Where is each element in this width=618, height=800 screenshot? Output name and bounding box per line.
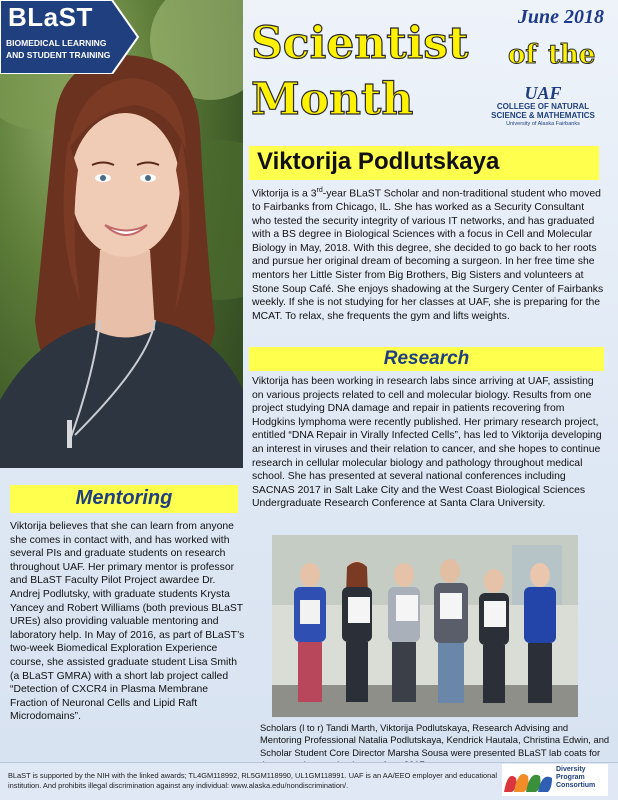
mentoring-paragraph: Viktorija believes that she can learn from anyone she comes in contact with, and has worked with several PIs and graduate students on research throughout UAF. Her primary mentor is professor and BLaST Faculty Pilot Project awardee Dr. Andrej Podlutsky, with graduate students Krysta Yancey and Robert Williams (both previous BLaST UREs) also providing valuable mentoring and laboratory help. In May of 2016, as part of BLaST’s two-week Biomedical Exploration Experience course, she assisted graduate student Lisa Smith (a BLaST GMRA) with a short lab project called “Detection of CXCR4 in Plasma Membrane Fraction of Neuronal Cells and Lipid Raft Microdomains”. [10, 521, 245, 723]
scholar-name: Viktorija Podlutskaya [257, 148, 500, 175]
logo-line-2: AND STUDENT TRAINING [6, 50, 111, 60]
dpc-logo [502, 764, 608, 796]
logo-title: BLaST [8, 2, 93, 32]
footer-disclaimer: BLaST is supported by the NIH with the linked awards; TL4GM118992, RL5GM118990, UL1GM118991. UAF is an AA/EEO employer and educational institution. And prohibits illegal discrimination against any individual: www.alaska.edu/nondiscrimination/. [8, 771, 498, 790]
dpc-logo-mark [502, 764, 554, 796]
mentoring-heading-banner [10, 485, 238, 513]
uaf-college-line-2: SCIENCE & MATHEMATICS [491, 111, 595, 120]
group-photo-illustration [272, 535, 578, 717]
uaf-logo [478, 84, 608, 128]
issue-date: June 2018 [517, 6, 604, 28]
bio-paragraph [252, 184, 606, 323]
group-photo [272, 535, 578, 717]
research-heading-banner [249, 347, 604, 371]
uaf-college-line-1: COLLEGE OF NATURAL [496, 102, 590, 111]
bio-text: -year BLaST Scholar and non-traditional student who moved to Fairbanks from Chicago, IL. She has worked as a Security Consultant who tested the security integrity of various IT networks, and has graduated with a BS degree in Biological Sciences with a focus in Cell and Molecular Biology in May, 2018. With this degree, she decided to go back to her roots and pursue her original dream of becoming a surgeon. In her free time she mentors her Little Sister from Big Brothers, Big Sisters and volunteers at Stone Soup Café. She enjoys shadowing at the Surgery Center of Fairbanks weekly. If she is not studying for her classes at UAF, she is preparing for the MCAT. To relax, she frequents the gym and lifts weights. [252, 188, 604, 322]
title-scientist: Scientist [251, 18, 469, 69]
research-heading: Research [383, 348, 470, 369]
blast-logo [0, 0, 140, 74]
dpc-line-3: Consortium [556, 782, 596, 789]
uaf-mark: UAF [524, 83, 562, 103]
uaf-university: University of Alaska Fairbanks [506, 121, 580, 127]
dpc-line-1: Diversity [556, 766, 586, 773]
photo-caption: Scholars (l to r) Tandi Marth, Viktorija Podlutskaya, Research Advising and Mentoring Professional Natalia Podlutskaya, Kendrick Hautala, Christina Edwin, and Scholar Student Core Director Marsha Sousa were presented BLaST lab coats for [260, 722, 610, 758]
scholar-portrait [0, 0, 243, 468]
title-the: the [548, 40, 596, 70]
scholar-name-banner [249, 146, 599, 180]
logo-line-1: BIOMEDICAL LEARNING [6, 38, 107, 48]
title-of: of [508, 40, 537, 70]
bio-lead: Viktorija is a 3 [252, 188, 317, 200]
mentoring-heading: Mentoring [75, 487, 173, 509]
bio-sup: rd [316, 187, 323, 194]
title-month: Month [251, 74, 414, 125]
research-paragraph: Viktorija has been working in research labs since arriving at UAF, assisting on various projects related to cell and molecular biology. Results from one project studying DNA damage and repair in patients recovering from Hodgkins lymphoma were recently published. Her primary research project, entitled “DNA Repair in Virally Infected Cells”, has led to Viktorija developing an interest in viruses and their relation to cancer, and she hopes to continue research in cellular molecular biology and pathology throughout medical school. She has presented at several national conferences including SACNAS 2017 in Salt Lake City and the West Coast Biological Sciences Undergraduate Research Conference at Santa Clara University. [252, 376, 602, 510]
dpc-line-2: Program [556, 774, 585, 781]
